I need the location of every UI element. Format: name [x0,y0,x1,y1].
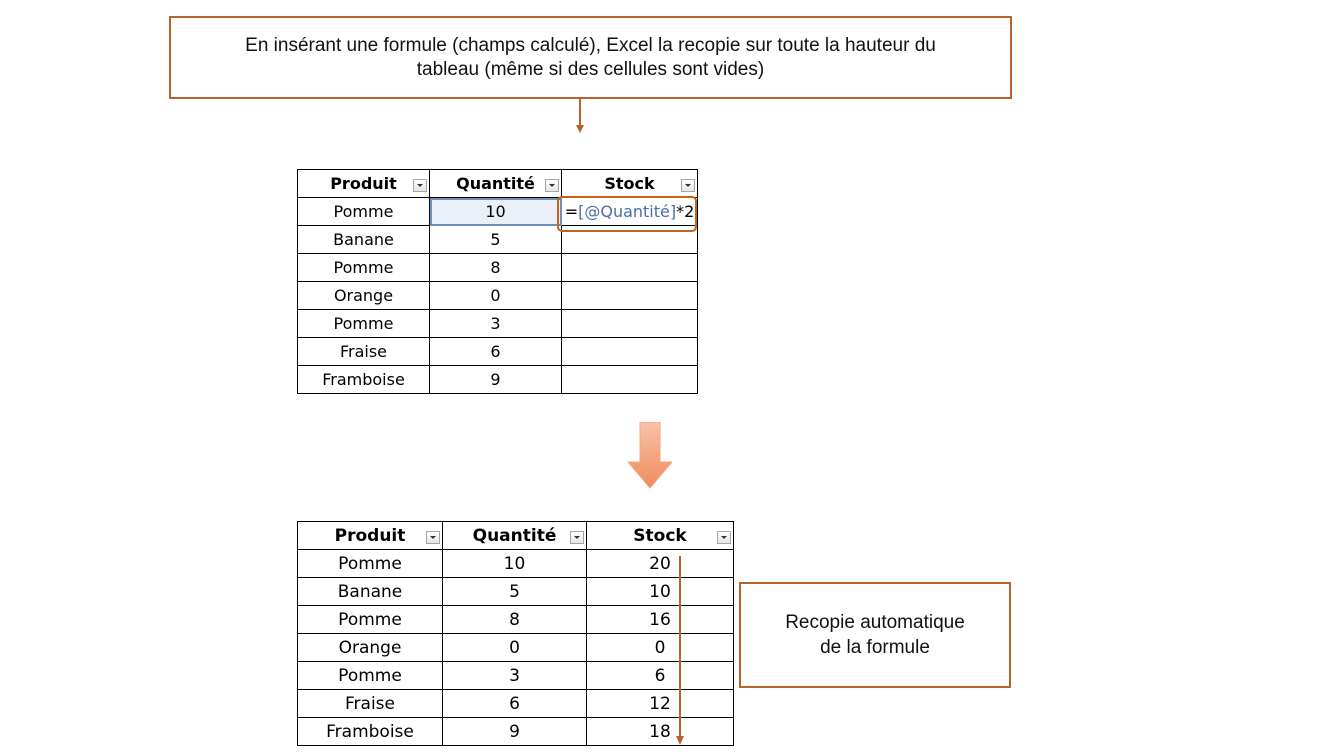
table-row [298,282,698,310]
table-row [298,338,698,366]
top-callout-line2: tableau (même si des cellules sont vides) [416,58,765,80]
callout-connector-line [579,99,581,127]
bottom-callout [739,582,1011,688]
header-stock [562,170,698,198]
cell-produit[interactable]: Pomme [298,254,430,282]
filter-dropdown-icon[interactable] [681,179,695,192]
cell-stock-empty[interactable] [562,310,698,338]
cell-produit[interactable]: Fraise [298,690,443,718]
table-row [298,718,734,746]
cell-produit[interactable]: Pomme [298,198,430,226]
filter-dropdown-icon[interactable] [426,531,440,544]
table-row [298,254,698,282]
cell-quantite[interactable]: 3 [443,662,587,690]
cell-stock[interactable]: 0 [587,634,734,662]
cell-stock-empty[interactable] [562,254,698,282]
top-callout-line1: En insérant une formule (champs calculé), Excel la recopie sur toute la hauteur du [245,34,936,56]
header-stock [587,522,734,550]
cell-produit[interactable]: Orange [298,282,430,310]
header-quantite-label: Quantité [472,525,557,546]
top-callout [169,16,1012,99]
table-row [298,366,698,394]
cell-produit[interactable]: Banane [298,578,443,606]
cell-quantite[interactable]: 0 [430,282,562,310]
cell-stock[interactable]: 10 [587,578,734,606]
cell-produit[interactable]: Pomme [298,550,443,578]
table-row [298,578,734,606]
header-stock-label: Stock [633,525,687,546]
fill-down-line [679,556,681,738]
header-quantite [430,170,562,198]
cell-stock-empty[interactable] [562,338,698,366]
filter-dropdown-icon[interactable] [545,179,559,192]
cell-stock[interactable]: 16 [587,606,734,634]
header-produit [298,522,443,550]
header-stock-label: Stock [604,174,655,193]
cell-quantite[interactable]: 3 [430,310,562,338]
cell-quantite[interactable]: 6 [430,338,562,366]
cell-quantite[interactable]: 8 [443,606,587,634]
cell-stock[interactable]: 12 [587,690,734,718]
cell-produit[interactable]: Pomme [298,606,443,634]
table-row [298,690,734,718]
table-row [298,550,734,578]
cell-quantite[interactable]: 6 [443,690,587,718]
down-arrow-icon [628,422,672,490]
cell-produit[interactable]: Pomme [298,310,430,338]
filter-dropdown-icon[interactable] [413,179,427,192]
cell-quantite-selected[interactable]: 10 [430,198,562,226]
cell-stock-empty[interactable] [562,282,698,310]
table-row [298,606,734,634]
callout-connector-arrow-icon [576,125,584,133]
cell-quantite[interactable]: 5 [443,578,587,606]
cell-quantite[interactable]: 5 [430,226,562,254]
cell-produit[interactable]: Banane [298,226,430,254]
cell-quantite[interactable]: 8 [430,254,562,282]
table-after [297,521,734,746]
cell-stock[interactable]: 18 [587,718,734,746]
header-quantite-label: Quantité [456,174,535,193]
filter-dropdown-icon[interactable] [717,531,731,544]
formula-highlight-box [557,196,697,232]
cell-quantite[interactable]: 9 [443,718,587,746]
cell-produit[interactable]: Pomme [298,662,443,690]
bottom-callout-line2: de la formule [820,637,930,658]
header-quantite [443,522,587,550]
cell-stock-empty[interactable] [562,366,698,394]
table-row [298,662,734,690]
formula-reference: [@Quantité] [578,202,677,221]
cell-quantite[interactable]: 9 [430,366,562,394]
cell-produit[interactable]: Orange [298,634,443,662]
cell-quantite[interactable]: 10 [443,550,587,578]
header-produit [298,170,430,198]
header-produit-label: Produit [334,525,406,546]
table-row [298,634,734,662]
filter-dropdown-icon[interactable] [570,531,584,544]
table-row [298,310,698,338]
cell-stock[interactable]: 6 [587,662,734,690]
bottom-callout-line1: Recopie automatique [785,612,965,633]
header-produit-label: Produit [330,174,397,193]
cell-produit[interactable]: Framboise [298,718,443,746]
fill-down-arrow-icon [676,736,684,745]
cell-stock[interactable]: 20 [587,550,734,578]
cell-produit[interactable]: Framboise [298,366,430,394]
cell-quantite[interactable]: 0 [443,634,587,662]
cell-produit[interactable]: Fraise [298,338,430,366]
formula-equals: = [564,202,579,221]
formula-operator: *2 [676,202,695,221]
